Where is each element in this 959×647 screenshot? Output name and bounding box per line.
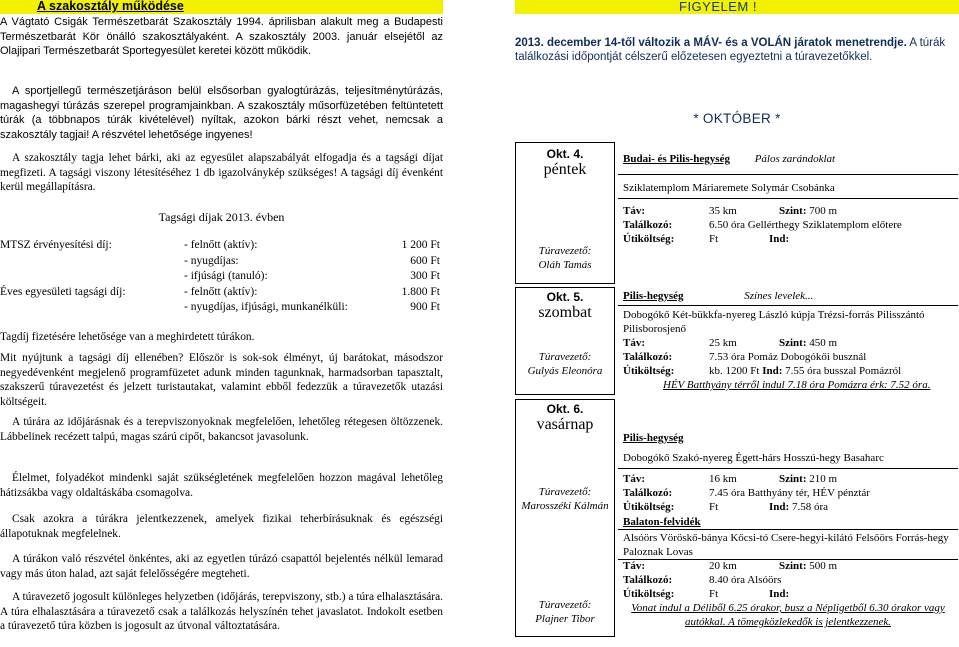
event-date bbox=[516, 402, 614, 434]
fees-table bbox=[0, 238, 440, 316]
meeting-value: 6.50 óra Gellérthegy Sziklatemplom előtere bbox=[709, 219, 902, 231]
section-title: A szakosztály működése bbox=[37, 0, 184, 13]
fee-row bbox=[0, 300, 440, 316]
meeting-label: Találkozó: bbox=[623, 351, 673, 363]
meeting-label: Találkozó: bbox=[623, 574, 673, 586]
event-cost bbox=[623, 232, 789, 246]
fitness-paragraph bbox=[0, 512, 443, 541]
divider bbox=[618, 174, 958, 175]
fee-row bbox=[0, 269, 440, 285]
event-distance bbox=[623, 559, 837, 573]
event-day: szombat bbox=[538, 304, 592, 321]
meeting-label: Találkozó: bbox=[623, 487, 673, 499]
event-date-box bbox=[515, 142, 615, 284]
event-cost bbox=[623, 500, 828, 514]
fee-amount: 600 Ft bbox=[410, 254, 440, 267]
elevation-label: Szint: bbox=[779, 337, 807, 349]
guide-label: Túravezető: bbox=[538, 245, 592, 257]
divider bbox=[618, 529, 958, 530]
distance-label: Táv: bbox=[623, 473, 645, 485]
event-card bbox=[615, 287, 959, 393]
cost-value: Ft bbox=[709, 233, 719, 245]
postpone-paragraph bbox=[0, 590, 443, 634]
postpone-text: A túravezető jogosult különleges helyzetben (időjárás, terepviszony, stb.) a túra elhalasztására. A túra elhalasztására a túravezető csak a találkozás helyszínén tehet javaslatot. Indokolt esetben a túravezető túra közben is jogosult az útvonal változtatására. bbox=[0, 591, 443, 633]
guide-name: Plajner Tibor bbox=[535, 613, 595, 625]
attention-title: FIGYELEM ! bbox=[679, 0, 757, 14]
participation-text: A túrákon való részvétel önkéntes, aki az egyetlen túrázó csapattól bejelentés nélkül lemarad vagy más úton halad, azt saját felelősségére megteheti. bbox=[0, 553, 443, 580]
event-title-line bbox=[623, 289, 813, 303]
distance-label: Táv: bbox=[623, 337, 645, 349]
schedule-change-text: A túrák találkozási időpontját célszerű előzetesen egyeztetni a túravezetőkkel. bbox=[515, 37, 946, 63]
event-route: Dobogókő Két-bükkfa-nyereg László kúpja Trézsi-forrás Pilisszántó Pilisborosjenő bbox=[623, 309, 925, 335]
event-date-label: Okt. 6. bbox=[546, 402, 584, 416]
clothing-paragraph bbox=[0, 415, 443, 444]
event-meeting bbox=[623, 350, 866, 364]
left-column bbox=[0, 0, 444, 647]
event-meeting bbox=[623, 218, 902, 232]
guide-label: Túravezető: bbox=[538, 599, 592, 611]
event-card bbox=[615, 399, 959, 635]
event-meeting bbox=[623, 486, 870, 500]
meeting-value: 8.40 óra Alsóörs bbox=[709, 574, 782, 586]
event-subtitle: Színes levelek... bbox=[744, 290, 814, 302]
membership-text: A szakosztály tagja lehet bárki, aki az egyesület alapszabályát elfogadja és a tagsági díjat megfizeti. A tagsági viszony létesítéséhez 1 db igazolványkép szükséges! A tagsági díj évenként kerül megállapításra. bbox=[0, 152, 443, 194]
participation-paragraph bbox=[0, 552, 443, 581]
distance-value: 25 km bbox=[709, 337, 737, 349]
cost-value: Ft bbox=[709, 501, 719, 513]
meeting-label: Találkozó: bbox=[623, 219, 673, 231]
event-day: vasárnap bbox=[536, 416, 594, 433]
elevation-value: 500 m bbox=[809, 560, 838, 572]
event-route: Dobogókő Szakó-nyereg Égett-hárs Hosszú-hegy Basaharc bbox=[623, 452, 884, 464]
event-guide bbox=[516, 244, 614, 272]
cost-value: kb. 1200 Ft bbox=[709, 365, 760, 377]
attention-header-bar bbox=[515, 0, 959, 14]
section-header-bar bbox=[0, 0, 443, 14]
elevation-label: Szint: bbox=[779, 473, 807, 485]
right-column bbox=[515, 0, 959, 647]
fee-label: MTSZ érvényesítési díj: bbox=[0, 239, 112, 251]
event-meeting bbox=[623, 573, 781, 587]
schedule-change-bold: 2013. december 14-től változik a MÁV- és a VOLÁN járatok menetrendje. bbox=[515, 37, 907, 49]
distance-value: 35 km bbox=[709, 205, 737, 217]
cost-label: Útiköltség: bbox=[623, 501, 675, 513]
event-date-box bbox=[515, 287, 615, 395]
cost-label: Útiköltség: bbox=[623, 233, 675, 245]
event-distance bbox=[623, 336, 837, 350]
elevation-label: Szint: bbox=[779, 205, 807, 217]
event-route: Sziklatemplom Máriaremete Solymár Csobánka bbox=[623, 182, 835, 194]
fee-category: - nyugdíjas, ifjúsági, munkanélküli: bbox=[184, 301, 348, 313]
event-card bbox=[615, 142, 959, 282]
month-title: * OKTÓBER * bbox=[693, 111, 781, 126]
elevation-value: 450 m bbox=[809, 337, 838, 349]
fee-label: Éves egyesületi tagsági díj: bbox=[0, 285, 126, 298]
fee-amount: 900 Ft bbox=[410, 301, 440, 313]
event-title-line bbox=[623, 152, 835, 166]
cost-label: Útiköltség: bbox=[623, 588, 675, 600]
distance-label: Táv: bbox=[623, 205, 645, 217]
meeting-value: 7.45 óra Batthyány tér, HÉV pénztár bbox=[709, 487, 870, 499]
divider bbox=[618, 468, 958, 469]
fees-title: Tagsági díjak 2013. évben bbox=[158, 210, 285, 224]
fee-payment-note: Tagdíj fizetésére lehetősége van a meghirdetett túrákon. bbox=[0, 331, 255, 343]
event-day: péntek bbox=[543, 161, 587, 178]
meeting-value: 7.53 óra Pomáz Dobogókői busznál bbox=[709, 351, 867, 363]
departure-value: 7.58 óra bbox=[791, 501, 828, 513]
fee-row bbox=[0, 254, 440, 270]
event-subtitle: Pálos zarándoklat bbox=[754, 153, 836, 165]
fee-category: - felnőtt (aktív): bbox=[184, 285, 258, 298]
event-distance bbox=[623, 472, 837, 486]
event-title-line bbox=[623, 431, 684, 445]
event-date bbox=[516, 147, 614, 179]
event-guide bbox=[516, 350, 614, 378]
food-paragraph bbox=[0, 471, 443, 500]
departure-label: Ind: bbox=[769, 501, 790, 513]
event-title: Pilis-hegység bbox=[623, 432, 684, 444]
departure-label: Ind: bbox=[762, 365, 783, 377]
departure-label: Ind: bbox=[769, 233, 790, 245]
elevation-label: Szint: bbox=[779, 560, 807, 572]
event-cost bbox=[623, 587, 789, 601]
fee-amount: 1 200 Ft bbox=[401, 239, 440, 251]
event-title: Budai- és Pilis-hegység bbox=[623, 153, 730, 165]
event-title: Pilis-hegység bbox=[623, 290, 684, 302]
benefits-paragraph: Mit nyújtunk a tagsági díj ellenében? Először is sok-sok élményt, új barátokat, másodszor negyedévenként megjelenő programfüzetet adunk minden tagunknak, harmadsorban tapasztalt, szakszerű túravezetést és jelzett turistautakat, valamint ebből fedezzük a túravezetők utazási költségeit. bbox=[0, 352, 443, 408]
fee-category: - felnőtt (aktív): bbox=[184, 239, 258, 251]
event-extra-info: HÉV Batthyány térről indul 7.18 óra Pomázra érk: 7.52 óra. bbox=[663, 379, 931, 391]
event-date bbox=[516, 290, 614, 322]
program-paragraph bbox=[0, 84, 443, 142]
elevation-value: 700 m bbox=[809, 205, 838, 217]
fee-row bbox=[0, 238, 440, 254]
fee-row bbox=[0, 285, 440, 301]
intro-paragraph: A Vágtató Csigák Természetbarát Szakosztály 1994. áprilisban alakult meg a Budapesti Természetbarát Kör önálló szakosztályaként. A szakosztály 2003. január elsejétől az Olajipari Természetbarát Sportegyesület keretei között működik. bbox=[0, 16, 443, 58]
clothing-text: A túrára az időjárásnak és a terepviszonyoknak megfelelően, lehetőleg rétegesen öltözzenek. Lábbelinek recézett talpú, magas szárú cipőt, bakancsot javasolunk. bbox=[0, 416, 443, 443]
event-extra-info: Vonat indul a Déliből 6.25 órakor, busz a Népligetből 6.30 órakor vagy autókkal. A tömegközlekedők is jelentkezzenek. bbox=[631, 602, 945, 628]
event-date-label: Okt. 4. bbox=[546, 147, 584, 161]
distance-value: 16 km bbox=[709, 473, 737, 485]
guide-label: Túravezető: bbox=[538, 351, 592, 363]
distance-value: 20 km bbox=[709, 560, 737, 572]
membership-paragraph bbox=[0, 151, 443, 195]
event-title-line bbox=[623, 515, 701, 529]
event-cost bbox=[623, 364, 901, 378]
event-title: Balaton-felvidék bbox=[623, 516, 701, 528]
event-distance bbox=[623, 204, 837, 218]
event-date-box bbox=[515, 399, 615, 637]
event-guide bbox=[516, 485, 614, 513]
fee-category: - nyugdíjas: bbox=[184, 254, 239, 267]
guide-name: Marosszéki Kálmán bbox=[521, 500, 609, 512]
guide-name: Oláh Tamás bbox=[538, 259, 592, 271]
schedule-change-note bbox=[515, 36, 959, 64]
fee-amount: 1.800 Ft bbox=[401, 285, 440, 298]
distance-label: Táv: bbox=[623, 560, 645, 572]
divider bbox=[618, 305, 958, 306]
fee-amount: 300 Ft bbox=[410, 270, 440, 282]
fee-category: - ifjúsági (tanuló): bbox=[184, 270, 268, 282]
divider bbox=[618, 198, 958, 199]
departure-value: 7.55 óra busszal Pomázról bbox=[785, 365, 902, 377]
departure-label: Ind: bbox=[769, 588, 790, 600]
guide-name: Gulyás Eleonóra bbox=[527, 365, 603, 377]
event-route: Alsóörs Vöröskő-bánya Kőcsi-tó Csere-hegyi-kilátó Felsőörs Forrás-hegy Paloznak Lovas bbox=[623, 532, 949, 558]
cost-label: Útiköltség: bbox=[623, 365, 675, 377]
elevation-value: 210 m bbox=[809, 473, 838, 485]
fitness-text: Csak azokra a túrákra jelentkezzenek, amelyek fizikai teherbírásuknak és egészségi állapotuknak megfelelnek. bbox=[0, 513, 443, 540]
program-text: A sportjellegű természetjáráson belül elsősorban gyalogtúrázás, teljesítménytúrázás, magashegyi túrázás szerepel programjainkban. A szakosztály műsorfüzetében feltüntetett túrák (a többnapos túrák kivételével) nyíltak, azokon bárki részt vehet, nemcsak a szakosztály tagjai! A részvétel lehetősége ingyenes! bbox=[0, 85, 443, 141]
event-guide bbox=[516, 598, 614, 626]
cost-value: Ft bbox=[709, 588, 719, 600]
food-text: Élelmet, folyadékot mindenki saját szükségletének megfelelően hozzon magával lehetőleg hátizsákba vagy oldaltáskába csomagolva. bbox=[0, 472, 443, 499]
guide-label: Túravezető: bbox=[538, 486, 592, 498]
event-date-label: Okt. 5. bbox=[546, 290, 584, 304]
